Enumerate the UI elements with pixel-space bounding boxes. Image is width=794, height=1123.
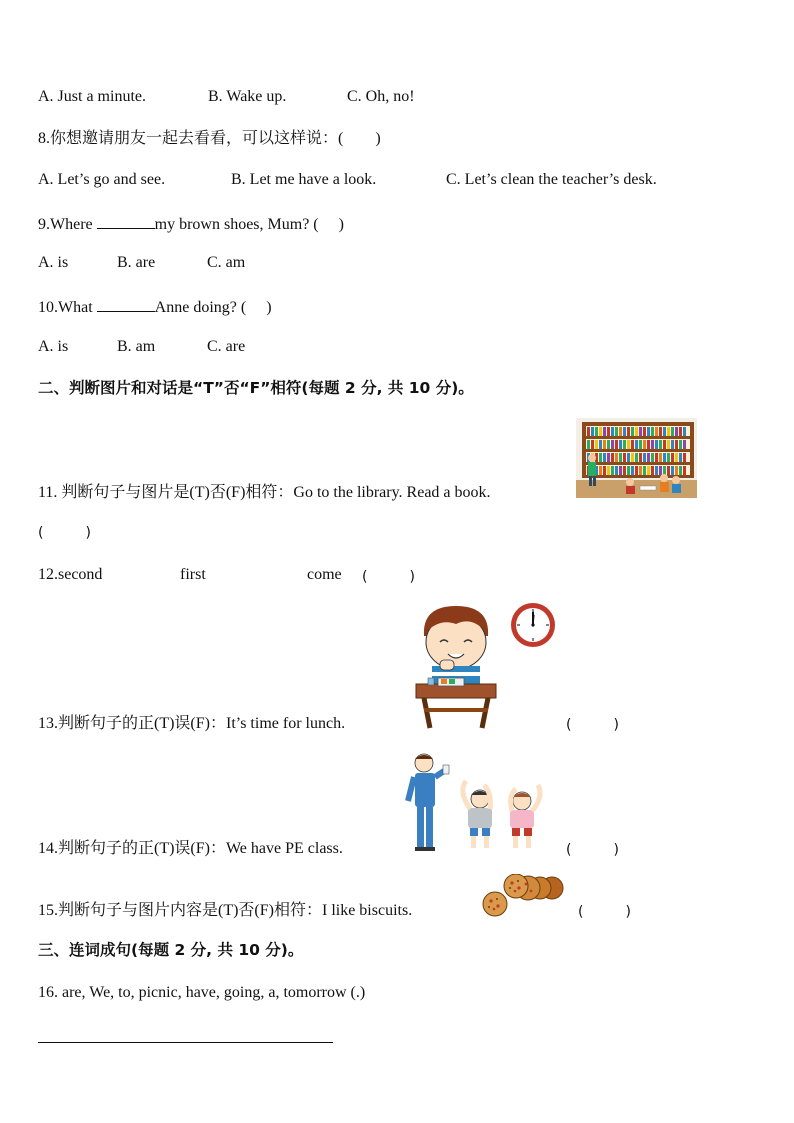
q9-option-c: C. am — [207, 254, 246, 271]
clock-twelve-icon — [509, 601, 557, 649]
q10-option-c: C. are — [207, 338, 246, 355]
biscuits-picture-icon — [482, 874, 564, 918]
q16-words: 16. are, We, to, picnic, have, going, a, tomorrow (.) — [38, 984, 366, 1001]
boy-eating-lunch-icon — [410, 602, 502, 732]
q13-answer-paren[interactable]: ( ) — [566, 717, 619, 733]
q9-option-a: A. is — [38, 254, 69, 271]
q9-stem — [38, 212, 344, 235]
section-3-heading: 三、连词成句(每题 2 分, 共 10 分)。 — [38, 941, 304, 959]
q7-option-c: C. Oh, no! — [347, 88, 415, 105]
pe-class-picture-icon — [404, 751, 552, 856]
q10-option-b: B. am — [117, 338, 156, 355]
q12-answer-paren[interactable]: ( ) — [362, 569, 415, 585]
section-2-heading: 二、判断图片和对话是“T”否“F”相符(每题 2 分, 共 10 分)。 — [38, 379, 474, 397]
q12-word-3: come — [307, 566, 342, 583]
q16-answer-line[interactable] — [38, 1042, 333, 1043]
library-picture-icon — [576, 418, 697, 498]
q14-answer-paren[interactable]: ( ) — [566, 842, 619, 858]
q8-stem: 8.你想邀请朋友一起去看看，可以这样说：( ) — [38, 130, 381, 147]
q9-blank[interactable] — [97, 212, 155, 229]
q8-option-c: C. Let’s clean the teacher’s desk. — [446, 171, 657, 188]
q11-answer-paren[interactable]: ( ) — [38, 525, 91, 541]
q7-option-a: A. Just a minute. — [38, 88, 146, 105]
q9-option-b: B. are — [117, 254, 156, 271]
q8-option-b: B. Let me have a look. — [231, 171, 377, 188]
q10-blank[interactable] — [97, 295, 155, 312]
q10-stem-start: 10.What — [38, 299, 93, 316]
q14-statement: 14.判断句子的正(T)误(F)：We have PE class. — [38, 840, 343, 857]
q15-answer-paren[interactable]: ( ) — [578, 904, 631, 920]
q10-stem — [38, 295, 272, 318]
q8-option-a: A. Let’s go and see. — [38, 171, 166, 188]
q7-option-b: B. Wake up. — [208, 88, 287, 105]
q13-statement: 13.判断句子的正(T)误(F)：It’s time for lunch. — [38, 715, 346, 732]
q15-statement: 15.判断句子与图片内容是(T)否(F)相符：I like biscuits. — [38, 902, 413, 919]
q10-stem-end: Anne doing? ( ) — [154, 299, 272, 316]
q11-statement: 11. 判断句子与图片是(T)否(F)相符：Go to the library. Read a book. — [38, 484, 491, 501]
q10-option-a: A. is — [38, 338, 69, 355]
q12-word-2: first — [180, 566, 206, 583]
q9-stem-start: 9.Where — [38, 216, 93, 233]
q9-stem-end: my brown shoes, Mum? ( ) — [154, 216, 344, 233]
q12-word-1: 12.second — [38, 566, 103, 583]
